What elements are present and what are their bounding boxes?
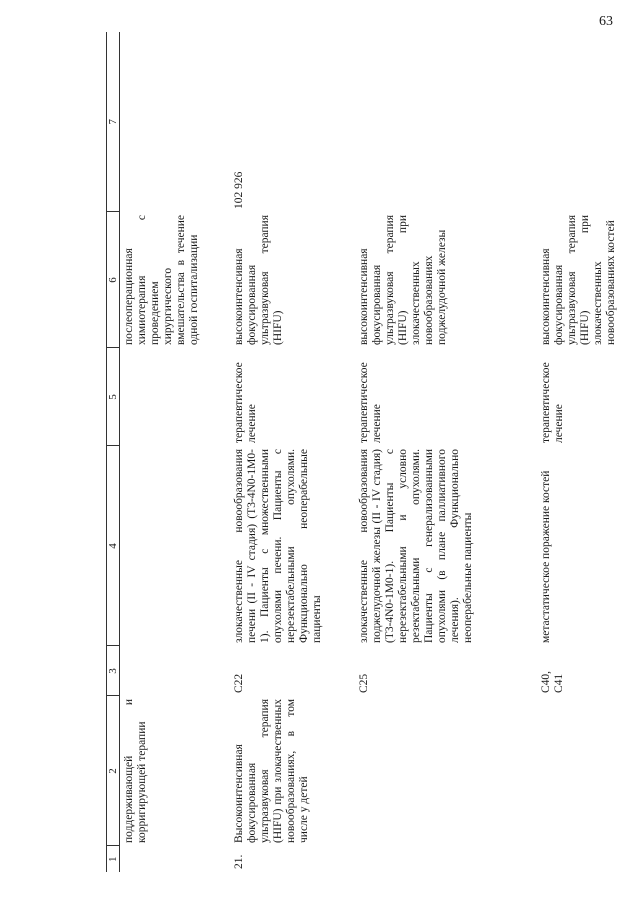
- column-number-row: [107, 32, 120, 872]
- column-header: 1: [107, 846, 120, 872]
- row-number: [120, 846, 232, 872]
- treatment-type: терапевтическое лечение: [357, 362, 383, 443]
- table-row: [232, 32, 357, 872]
- icd-code: C22: [232, 673, 245, 693]
- row-number: [357, 846, 539, 872]
- patient-model: злокачественные новообразования печени (II - IV стадия) (T3-4N0-1M0-1). Пациенты с множественными опухолями печени. Пациенты с нерезектабельными опухолями. Функционально неоперабельные пациенты: [232, 449, 323, 643]
- care-profile-name: [357, 696, 539, 846]
- cost: [120, 32, 232, 212]
- treatment-type: [120, 348, 232, 446]
- row-number: 21.: [232, 854, 245, 869]
- patient-model: злокачественные новообразования поджелудочной железы (II - IV стадия) (T3-4N0-1M0-1). Пациенты с нерезектабельными и условно резектабельными опухолями. Пациенты с генерализованными опухолями (в плане паллиативного лечения). Функционально неоперабельные пациенты: [357, 449, 474, 643]
- treatment-method: послеоперационная химиотерапия с проведением хирургического вмешательства в течение одной госпитализации: [123, 215, 200, 345]
- rotated-table-container: [106, 32, 617, 872]
- treatment-type: терапевтическое лечение: [539, 362, 565, 443]
- icd-code: [120, 646, 232, 696]
- icd-code: C40, C41: [539, 670, 565, 693]
- column-header: 3: [107, 646, 120, 696]
- column-header: 4: [107, 446, 120, 646]
- care-profile-name: поддерживающей и корригирующей терапии: [123, 699, 148, 843]
- icd-code: C25: [357, 673, 370, 693]
- treatment-type: терапевтическое лечение: [232, 362, 258, 443]
- row-number: [539, 846, 619, 872]
- care-profile-name: Высокоинтенсивная фокусированная ультразвуковая терапия (HIFU) при злокачественных новообразованиях, в том числе у детей: [232, 699, 310, 843]
- treatment-method: высокоинтенсивная фокусированная ультразвуковая терапия (HIFU) при злокачественных новообразованиях костей: [539, 215, 617, 345]
- column-header: 5: [107, 348, 120, 446]
- cost: 102 926: [232, 171, 245, 209]
- column-header: 2: [107, 696, 120, 846]
- patient-model: метастатическое поражение костей: [539, 470, 552, 643]
- care-profile-name: [539, 696, 619, 846]
- column-header: 6: [107, 212, 120, 348]
- column-header: 7: [107, 32, 120, 212]
- table-row: [357, 32, 539, 872]
- treatment-method: высокоинтенсивная фокусированная ультразвуковая терапия (HIFU) при злокачественных новообразованиях поджелудочной железы: [357, 215, 448, 345]
- cost: [539, 32, 619, 212]
- table-row: [539, 32, 619, 872]
- page-number: 63: [599, 14, 613, 29]
- patient-model: [120, 446, 232, 646]
- treatment-method: высокоинтенсивная фокусированная ультразвуковая терапия (HIFU): [232, 215, 284, 345]
- cost: [357, 32, 539, 212]
- table-row: [120, 32, 232, 872]
- medical-care-table: [106, 32, 619, 872]
